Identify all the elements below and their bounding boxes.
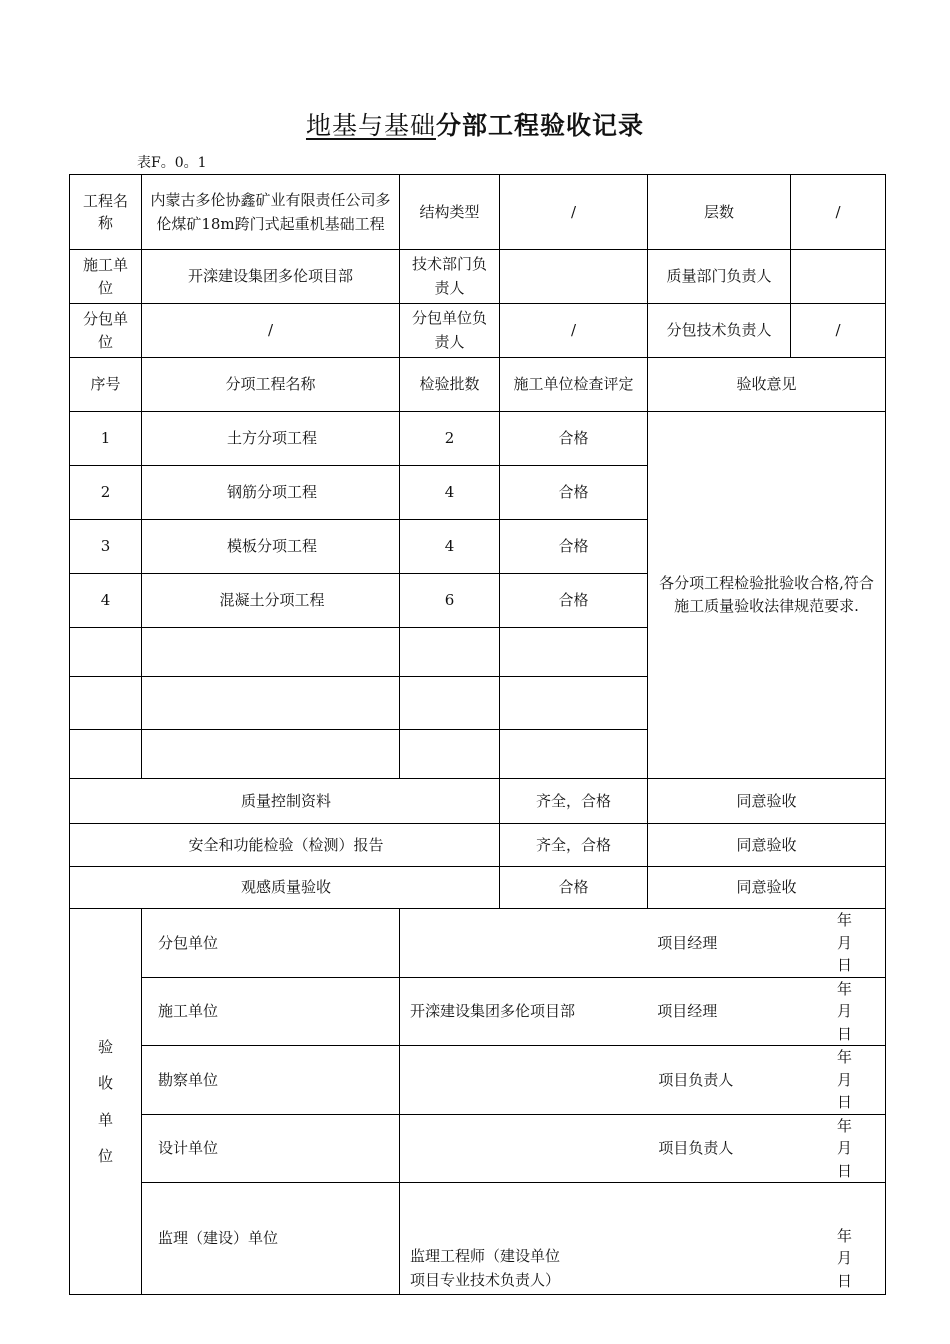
item-batches: 4 <box>400 520 500 574</box>
item-no: 4 <box>70 574 142 628</box>
item-name: 混凝土分项工程 <box>142 574 400 628</box>
sub-unit-head-label: 分包单位负责人 <box>400 304 500 358</box>
acceptance-unit: 开滦建设集团多伦项目部 <box>410 1002 576 1020</box>
item-no: 1 <box>70 412 142 466</box>
acceptance-date: 年月日 <box>837 911 853 974</box>
sub-tech-head: / <box>791 304 886 358</box>
acceptance-sign-row <box>400 977 886 1046</box>
summary-check: 齐全，合格 <box>500 824 648 867</box>
item-no: 3 <box>70 520 142 574</box>
summary-row <box>70 824 886 867</box>
construction-unit-label: 施工单位 <box>70 250 142 304</box>
col-header-item-name: 分项工程名称 <box>142 358 400 412</box>
floors: / <box>791 175 886 250</box>
acceptance-role: 项目负责人 <box>658 1139 734 1157</box>
col-header-batches: 检验批数 <box>400 358 500 412</box>
summary-label: 观感质量验收 <box>70 867 500 909</box>
tech-head-label: 技术部门负责人 <box>400 250 500 304</box>
acceptance-role: 项目负责人 <box>658 1070 734 1089</box>
item-result: 合格 <box>500 412 648 466</box>
acceptance-side-label: 验 收 单 位 <box>70 909 142 1295</box>
item-name: 钢筋分项工程 <box>142 466 400 520</box>
supervision-role-line-1: 监理工程师（建设单位 <box>410 1247 561 1265</box>
col-header-opinion: 验收意见 <box>648 358 886 412</box>
item-result: 合格 <box>500 466 648 520</box>
project-name-label: 工程名称 <box>70 175 142 250</box>
acceptance-unit-label: 设计单位 <box>142 1114 400 1183</box>
item-no: 2 <box>70 466 142 520</box>
title-rest: 分部工程验收记录 <box>436 111 645 140</box>
acceptance-unit-label: 施工单位 <box>142 977 400 1046</box>
item-name: 模板分项工程 <box>142 520 400 574</box>
summary-check: 齐全，合格 <box>500 779 648 824</box>
summary-label: 安全和功能检验（检测）报告 <box>70 824 500 867</box>
summary-opinion: 同意验收 <box>648 779 886 824</box>
acceptance-date: 年月日 <box>837 979 853 1043</box>
acceptance-unit-label: 分包单位 <box>142 909 400 978</box>
item-batches: 4 <box>400 466 500 520</box>
supervision-unit-label: 监理（建设）单位 <box>142 1183 400 1295</box>
supervision-date: 年月日 <box>837 1226 853 1290</box>
summary-opinion: 同意验收 <box>648 867 886 909</box>
sub-unit-label: 分包单位 <box>70 304 142 358</box>
acceptance-unit-label: 勘察单位 <box>142 1046 400 1115</box>
acceptance-sign-row <box>400 909 886 978</box>
item-batches: 6 <box>400 574 500 628</box>
structure-type: / <box>500 175 648 250</box>
quality-head-label: 质量部门负责人 <box>648 250 791 304</box>
summary-label: 质量控制资料 <box>70 779 500 824</box>
acceptance-role: 项目经理 <box>657 933 718 952</box>
title-underlined: 地基与基础 <box>305 111 436 140</box>
col-header-no: 序号 <box>70 358 142 412</box>
structure-type-label: 结构类型 <box>400 175 500 250</box>
acceptance-record-table <box>69 174 886 1295</box>
acceptance-date: 年月日 <box>837 1116 853 1180</box>
acceptance-sign-row <box>400 1046 886 1115</box>
table-number: 表F。0。1 <box>137 155 207 171</box>
table-row <box>70 412 886 466</box>
supervision-role-line-2: 项目专业技术负责人） <box>410 1271 561 1289</box>
quality-head <box>791 250 886 304</box>
floors-label: 层数 <box>648 175 791 250</box>
summary-row <box>70 779 886 824</box>
supervision-sign-row <box>400 1183 886 1295</box>
document-title <box>0 106 950 142</box>
summary-row <box>70 867 886 909</box>
item-name: 土方分项工程 <box>142 412 400 466</box>
acceptance-sign-row <box>400 1114 886 1183</box>
acceptance-role: 项目经理 <box>657 1002 718 1020</box>
construction-unit: 开滦建设集团多伦项目部 <box>142 250 400 304</box>
summary-opinion: 同意验收 <box>648 824 886 867</box>
project-name: 内蒙古多伦协鑫矿业有限责任公司多伦煤矿18m跨门式起重机基础工程 <box>142 175 400 250</box>
tech-head <box>500 250 648 304</box>
item-result: 合格 <box>500 574 648 628</box>
sub-tech-head-label: 分包技术负责人 <box>648 304 791 358</box>
summary-check: 合格 <box>500 867 648 909</box>
sub-unit-head: / <box>500 304 648 358</box>
col-header-check: 施工单位检查评定 <box>500 358 648 412</box>
sub-unit: / <box>142 304 400 358</box>
item-batches: 2 <box>400 412 500 466</box>
items-opinion: 各分项工程检验批验收合格,符合施工质量验收法律规范要求. <box>648 412 886 779</box>
acceptance-date: 年月日 <box>837 1048 853 1111</box>
item-result: 合格 <box>500 520 648 574</box>
